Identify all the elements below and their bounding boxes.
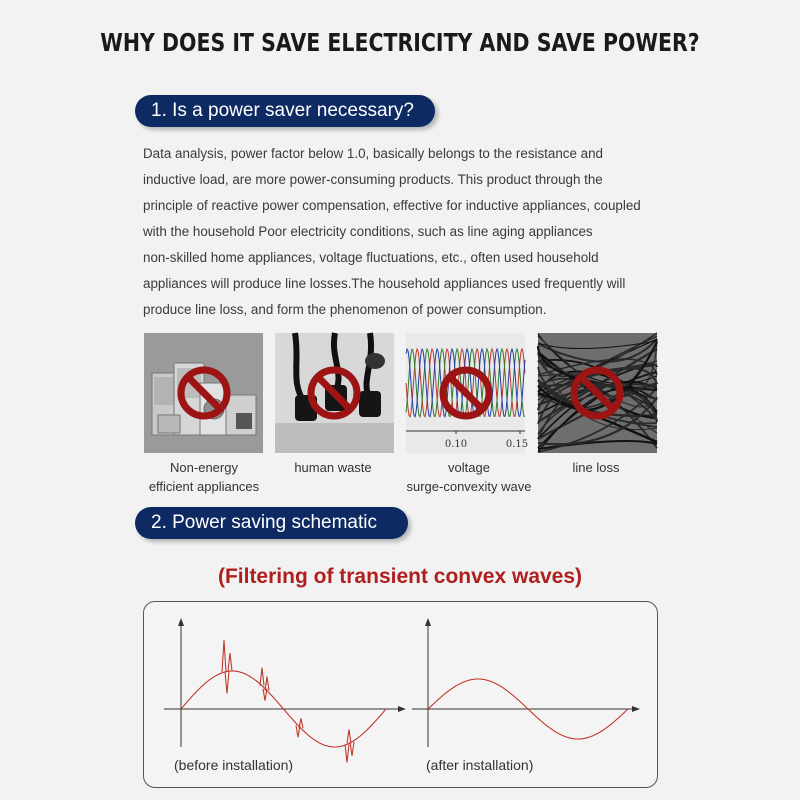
caption-line: efficient appliances: [148, 479, 260, 494]
caption-line: Non-energy: [170, 460, 238, 475]
distorted-wave: [181, 640, 386, 762]
tick-label: 0.15: [505, 439, 529, 450]
prohibited-icon: [569, 365, 625, 421]
caption-line: voltage: [448, 460, 490, 475]
schematic-subtitle: (Filtering of transient convex waves): [217, 565, 583, 588]
caption-line: human waste: [294, 460, 372, 475]
after-label: (after installation): [426, 757, 534, 773]
paragraph-line: appliances will produce line losses.The household appliances used frequently will: [143, 276, 626, 291]
prohibited-icon: [438, 365, 494, 421]
paragraph-line: Data analysis, power factor below 1.0, basically belongs to the resistance and: [143, 146, 604, 161]
paragraph-line: principle of reactive power compensation, effective for inductive appliances, coupled: [143, 198, 641, 213]
prohibited-icon: [176, 365, 232, 421]
section-2-badge: 2. Power saving schematic: [135, 507, 408, 539]
schematic-panel: [143, 601, 658, 788]
paragraph-line: with the household Poor electricity conditions, such as line aging appliances: [143, 224, 593, 239]
prohibited-icon: [306, 365, 362, 421]
tick-label: 0.10: [444, 439, 468, 450]
tile-caption: [516, 458, 676, 477]
paragraph-line: non-skilled home appliances, voltage fluctuations, etc., often used household: [143, 250, 599, 265]
caption-line: surge-convexity wave: [406, 479, 532, 494]
intro-paragraph: [143, 141, 683, 323]
paragraph-line: produce line loss, and form the phenomenon of power consumption.: [143, 302, 547, 317]
before-label: (before installation): [174, 757, 294, 773]
page-title: WHY DOES IT SAVE ELECTRICITY AND SAVE POWER?: [100, 28, 700, 57]
caption-line: line loss: [572, 460, 620, 475]
section-1-badge: 1. Is a power saver necessary?: [135, 95, 435, 127]
paragraph-line: inductive load, are more power-consuming products. This product through the: [143, 172, 603, 187]
